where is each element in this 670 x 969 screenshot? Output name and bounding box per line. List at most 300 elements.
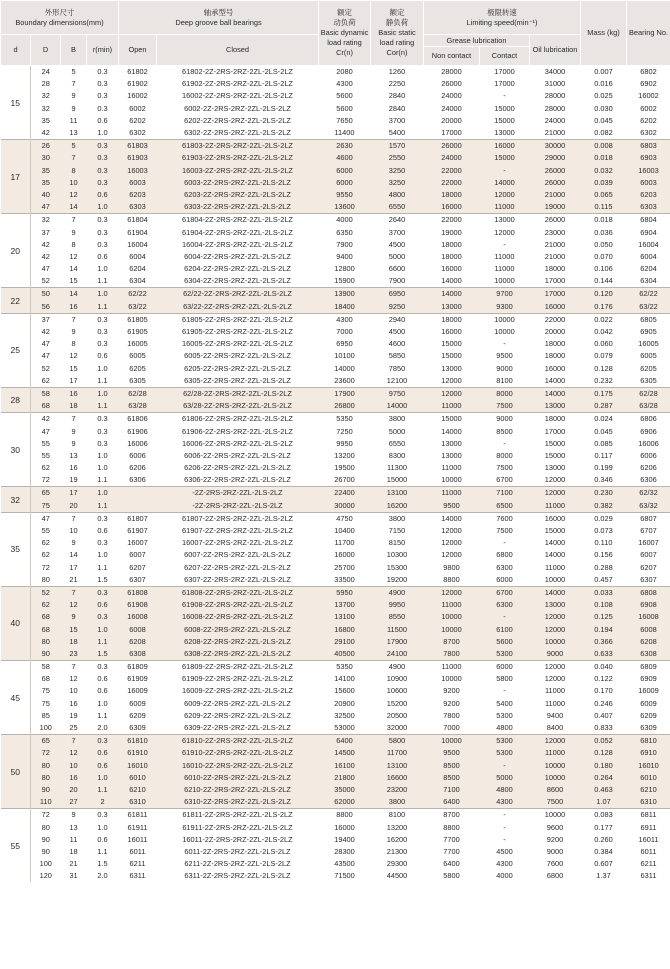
open-no-cell: 61906 — [127, 426, 148, 436]
r-min-cell: 1.0 — [97, 698, 108, 708]
speed-contact-cell: 17000 — [494, 79, 515, 89]
speed-oil-cell: 21000 — [544, 251, 566, 261]
r-min-cell: 0.3 — [97, 339, 108, 349]
mass-cell: 0.065 — [581, 189, 627, 201]
r-min-cell: 1.1 — [97, 710, 108, 720]
speed-non-contact-cell: 11000 — [424, 661, 480, 674]
speed-oil-cell: 17000 — [530, 288, 581, 301]
closed-no-cell: 16008-2Z-2RS-2RZ-2ZL-2LS-2LZ — [157, 611, 319, 623]
open-no-cell: 6007 — [129, 550, 146, 560]
speed-contact-cell: 12000 — [480, 189, 530, 201]
bearing-no-cell: 6707 — [640, 526, 657, 536]
speed-oil-cell: 17000 — [544, 276, 566, 286]
speed-oil-cell: 21000 — [544, 128, 566, 138]
mass-cell: 0.018 — [581, 214, 627, 227]
closed-no-cell: 61808-2Z-2RS-2RZ-2ZL-2LS-2LZ — [157, 586, 319, 599]
mass-cell: 0.633 — [581, 648, 627, 661]
open-no-cell: 6003 — [119, 177, 157, 189]
closed-no-cell: 63/28-2Z-2RS-2RZ-2ZL-2LS-2LZ — [157, 400, 319, 413]
D-cell: 72 — [31, 747, 61, 759]
bearing-no-cell: 16006 — [638, 438, 659, 448]
static-load-cell: 12100 — [386, 375, 408, 385]
D-cell: 75 — [31, 500, 61, 513]
speed-non-contact-cell: 13000 — [441, 438, 462, 448]
r-min-cell: 0.6 — [97, 834, 108, 844]
open-no-cell: 61803 — [119, 140, 157, 153]
static-load-cell: 13100 — [371, 487, 424, 500]
open-no-cell: 16004 — [127, 239, 148, 249]
D-cell: 56 — [31, 301, 61, 314]
speed-oil-cell: 8400 — [546, 723, 564, 733]
static-load-cell: 6550 — [388, 438, 406, 448]
r-min-cell: 1.0 — [97, 550, 108, 560]
speed-non-contact-cell: 15000 — [424, 413, 480, 426]
mass-cell: 0.085 — [594, 438, 613, 448]
bore-d-cell: 32 — [1, 487, 31, 512]
bearing-no-cell: 6902 — [640, 79, 657, 89]
mass-cell: 0.042 — [594, 327, 613, 337]
bearing-no-cell: 6308 — [627, 648, 670, 661]
r-min-cell: 0.3 — [97, 79, 108, 89]
boundary-dimensions-header — [1, 1, 119, 35]
mass-cell: 0.025 — [594, 91, 613, 101]
B-cell: 7 — [71, 79, 76, 89]
static-load-cell: 3250 — [371, 177, 424, 189]
closed-no-cell: 6003-2Z-2RS-2RZ-2ZL-2LS-2LZ — [157, 177, 319, 189]
static-load-cell: 3250 — [371, 165, 424, 177]
r-min-cell: 1.0 — [87, 288, 119, 301]
closed-no-cell: 6305-2Z-2RS-2RZ-2ZL-2LS-2LZ — [184, 375, 291, 385]
closed-no-cell: 16007-2Z-2RS-2RZ-2ZL-2LS-2LZ — [182, 538, 293, 548]
static-load-cell: 13100 — [371, 760, 424, 772]
r-min-cell: 0.3 — [97, 538, 108, 548]
B-cell: 12 — [69, 251, 78, 261]
bearing-no-cell: 6806 — [627, 413, 670, 426]
table-row — [1, 796, 670, 809]
B-cell: 17 — [69, 562, 78, 572]
table-row — [1, 115, 670, 127]
open-no-cell: 61806 — [119, 413, 157, 426]
table-row — [1, 350, 670, 362]
open-no-cell: 16003 — [119, 165, 157, 177]
mass-cell: 1.07 — [581, 796, 627, 809]
B-cell: 12 — [61, 599, 87, 611]
speed-contact-cell: 13000 — [494, 128, 515, 138]
B-cell: 10 — [69, 526, 78, 536]
static-load-cell: 6600 — [388, 264, 406, 274]
dynamic-load-cell: 9400 — [336, 251, 353, 261]
D-cell: 32 — [31, 214, 61, 227]
table-row — [1, 673, 670, 685]
mass-cell: 0.120 — [581, 288, 627, 301]
speed-non-contact-cell: 13000 — [441, 363, 462, 373]
table-row — [1, 623, 670, 635]
D-cell: 42 — [41, 128, 50, 138]
dynamic-load-cell: 17900 — [319, 387, 371, 400]
bearing-no-cell: 62/22 — [627, 288, 670, 301]
speed-oil-cell: 7500 — [530, 796, 581, 809]
speed-oil-cell: 10000 — [530, 636, 581, 648]
open-no-cell: 6010 — [119, 772, 157, 784]
closed-no-cell: 61805-2Z-2RS-2RZ-2ZL-2LS-2LZ — [157, 313, 319, 326]
closed-no-cell: 61804-2Z-2RS-2RZ-2ZL-2LS-2LZ — [157, 214, 319, 227]
speed-non-contact-cell: 7800 — [424, 648, 480, 661]
speed-contact-cell: 8500 — [496, 426, 513, 436]
speed-contact-cell: 7600 — [480, 512, 530, 525]
table-row — [1, 474, 670, 487]
table-row — [1, 735, 670, 748]
table-row — [1, 103, 670, 115]
mass-cell: 0.045 — [594, 426, 613, 436]
speed-contact-cell: 8100 — [496, 375, 513, 385]
speed-non-contact-cell: 16000 — [441, 264, 462, 274]
open-no-cell: 63/28 — [119, 400, 157, 413]
speed-oil-cell: 26000 — [530, 165, 581, 177]
D-cell: 80 — [31, 636, 61, 648]
open-no-cell: 6009 — [129, 698, 146, 708]
B-cell: 9 — [71, 327, 76, 337]
bearing-no-cell: 6205 — [640, 363, 657, 373]
dynamic-load-cell: 2630 — [319, 140, 371, 153]
bearing-en: Deep groove ball bearings — [175, 17, 262, 27]
bearing-no-cell: 63/22 — [627, 301, 670, 314]
speed-non-contact-cell: 10000 — [424, 623, 480, 635]
table-row — [1, 870, 670, 882]
B-cell: 15 — [69, 363, 78, 373]
r-min-cell: 1.0 — [97, 463, 108, 473]
mass-cell: 0.246 — [594, 698, 613, 708]
speed-oil-cell: 13000 — [544, 463, 566, 473]
closed-no-cell: 16009-2Z-2RS-2RZ-2ZL-2LS-2LZ — [182, 686, 293, 696]
dynamic-load-cell: 13100 — [319, 611, 371, 623]
open-no-cell: 6311 — [129, 871, 146, 881]
bearing-no-cell: 6807 — [627, 512, 670, 525]
static-load-cell: 11700 — [371, 747, 424, 759]
dynamic-load-cell: 5600 — [336, 91, 353, 101]
bearing-no-cell: 6905 — [640, 327, 657, 337]
mass-cell: 0.040 — [581, 661, 627, 674]
table-row — [1, 263, 670, 275]
B-cell: 12 — [69, 674, 78, 684]
r-min-cell: 1.0 — [97, 822, 108, 832]
mass-cell: 0.052 — [581, 735, 627, 748]
table-row — [1, 413, 670, 426]
dynamic-load-cell: 18400 — [319, 301, 371, 314]
mass-cell: 0.036 — [594, 227, 613, 237]
speed-contact-cell: 5300 — [480, 648, 530, 661]
speed-contact-cell: 6700 — [496, 475, 513, 485]
D-cell: 62 — [41, 550, 50, 560]
oil-header: Oil lubrication — [530, 35, 581, 66]
speed-oil-cell: 34000 — [530, 66, 581, 79]
speed-cn: 极限转速 — [487, 7, 517, 17]
mass-cell: 0.457 — [594, 574, 613, 584]
static-load-cell: 16600 — [371, 772, 424, 784]
B-cell: 17 — [69, 375, 78, 385]
speed-oil-cell: 20000 — [544, 327, 566, 337]
B-cell: 9 — [61, 611, 87, 623]
r-min-cell: 0.3 — [97, 327, 108, 337]
open-no-cell: 61811 — [119, 809, 157, 822]
mass-cell: 0.110 — [594, 538, 613, 548]
B-cell: 10 — [61, 760, 87, 772]
D-cell: 32 — [41, 91, 50, 101]
bearing-no-cell: 6009 — [640, 698, 657, 708]
r-min-cell: 0.6 — [97, 351, 108, 361]
dynamic-load-cell: 16100 — [319, 760, 371, 772]
table-row — [1, 152, 670, 164]
dynamic-load-cell: 9950 — [336, 438, 353, 448]
bearing-no-cell: 6202 — [640, 115, 657, 125]
mass-cell: 0.260 — [594, 834, 613, 844]
dynamic-load-cell: 30000 — [319, 500, 371, 513]
static-load-cell: 29300 — [386, 859, 408, 869]
speed-oil-cell: 7600 — [546, 859, 564, 869]
static-load-cell: 4900 — [371, 661, 424, 674]
dynamic-load-cell: 13900 — [319, 288, 371, 301]
dynamic-load-header — [319, 1, 371, 66]
speed-non-contact-cell: 14000 — [424, 288, 480, 301]
D-cell: 90 — [31, 784, 61, 796]
D-cell: 68 — [31, 400, 61, 413]
open-no-cell: 16005 — [127, 339, 148, 349]
mass-cell: 0.030 — [594, 103, 613, 113]
D-cell: 80 — [41, 822, 50, 832]
r-min-cell: 1.1 — [87, 784, 119, 796]
speed-contact-cell: 11000 — [480, 201, 530, 214]
mass-cell: 0.033 — [581, 586, 627, 599]
r-min-cell: 0.6 — [87, 599, 119, 611]
D-cell: 47 — [41, 351, 50, 361]
static-load-cell: 1260 — [371, 66, 424, 79]
bearing-no-cell: 6911 — [640, 822, 657, 832]
mass-cell: 0.230 — [581, 487, 627, 500]
mass-cell: 0.106 — [594, 264, 613, 274]
bearing-no-cell: 6003 — [627, 177, 670, 189]
speed-oil-cell: 9400 — [546, 710, 564, 720]
B-cell: 7 — [61, 586, 87, 599]
r-min-cell: 1.5 — [97, 574, 108, 584]
speed-oil-cell: 31000 — [544, 79, 566, 89]
static-load-cell: 17900 — [371, 636, 424, 648]
table-row — [1, 821, 670, 833]
bearing-no-cell: 63/28 — [627, 400, 670, 413]
mass-cell: 0.194 — [581, 623, 627, 635]
speed-non-contact-cell: 16000 — [441, 327, 462, 337]
D-cell: 42 — [41, 239, 50, 249]
static-load-cell: 4900 — [371, 586, 424, 599]
speed-non-contact-cell: 24000 — [441, 103, 462, 113]
B-cell: 10 — [69, 686, 78, 696]
dynamic-load-cell: 10400 — [334, 526, 355, 536]
D-cell: 42 — [31, 413, 61, 426]
B-cell: 8 — [71, 239, 76, 249]
closed-no-cell: 6203-2Z-2RS-2RZ-2ZL-2LS-2LZ — [157, 189, 319, 201]
speed-non-contact-cell: 24000 — [441, 91, 462, 101]
B-cell: 15 — [61, 623, 87, 635]
closed-no-cell: 16010-2Z-2RS-2RZ-2ZL-2LS-2LZ — [157, 760, 319, 772]
r-min-cell: 1.0 — [87, 201, 119, 214]
open-no-cell: 6004 — [129, 251, 146, 261]
closed-no-cell: 16004-2Z-2RS-2RZ-2ZL-2LS-2LZ — [182, 239, 293, 249]
closed-no-cell: 16006-2Z-2RS-2RZ-2ZL-2LS-2LZ — [182, 438, 293, 448]
speed-non-contact-cell: 13000 — [441, 450, 462, 460]
D-header: D — [31, 35, 61, 66]
table-row — [1, 462, 670, 474]
open-no-cell: 6002 — [129, 103, 146, 113]
open-no-cell: 61809 — [119, 661, 157, 674]
r-min-cell: 1.1 — [97, 562, 108, 572]
mass-cell: 0.083 — [581, 809, 627, 822]
B-cell: 9 — [71, 426, 76, 436]
r-min-cell: 1.5 — [97, 859, 108, 869]
dynamic-load-cell: 9550 — [319, 189, 371, 201]
table-row — [1, 66, 670, 79]
static-load-cell: 9250 — [371, 301, 424, 314]
r-min-cell: 0.3 — [97, 103, 108, 113]
speed-oil-cell: 29000 — [530, 152, 581, 164]
B-cell: 16 — [69, 698, 78, 708]
table-row — [1, 574, 670, 587]
r-min-cell: 1.0 — [87, 487, 119, 500]
B-cell: 16 — [61, 301, 87, 314]
bearing-no-cell: 6809 — [627, 661, 670, 674]
B-cell: 14 — [69, 550, 78, 560]
D-cell: 26 — [31, 140, 61, 153]
table-row — [1, 275, 670, 288]
speed-non-contact-cell: 9500 — [424, 747, 480, 759]
open-no-cell: 6308 — [119, 648, 157, 661]
table-row — [1, 512, 670, 525]
speed-oil-cell: 11000 — [544, 562, 565, 572]
static-load-cell: 2250 — [388, 79, 406, 89]
mass-cell: 0.287 — [581, 400, 627, 413]
table-row — [1, 425, 670, 437]
r-min-cell: 1.5 — [87, 648, 119, 661]
static-load-cell: 4500 — [388, 239, 406, 249]
table-row — [1, 301, 670, 314]
B-cell: 18 — [61, 400, 87, 413]
speed-contact-cell: 4300 — [480, 796, 530, 809]
mass-cell: 0.382 — [581, 500, 627, 513]
open-no-cell: 6206 — [129, 463, 146, 473]
speed-contact-cell: 8000 — [496, 450, 513, 460]
open-no-cell: 61907 — [127, 526, 148, 536]
dynamic-load-cell: 26800 — [319, 400, 371, 413]
closed-no-cell: 6302-2Z-2RS-2RZ-2ZL-2LS-2LZ — [184, 128, 291, 138]
static-load-cell: 16200 — [386, 834, 408, 844]
closed-no-cell: 6002-2Z-2RS-2RZ-2ZL-2LS-2LZ — [184, 103, 291, 113]
D-cell: 62 — [41, 538, 50, 548]
static-load-cell: 23200 — [371, 784, 424, 796]
speed-non-contact-cell: 6400 — [443, 859, 460, 869]
closed-no-cell: 62/22-2Z-2RS-2RZ-2ZL-2LS-2LZ — [157, 288, 319, 301]
speed-contact-cell: 4300 — [496, 859, 513, 869]
r-min-cell: 0.6 — [87, 189, 119, 201]
D-cell: 42 — [41, 327, 50, 337]
speed-non-contact-cell: 7100 — [424, 784, 480, 796]
r-min-cell: 0.6 — [97, 674, 108, 684]
static-load-cell: 3700 — [388, 115, 406, 125]
r-min-cell: 0.3 — [87, 809, 119, 822]
speed-oil-cell: 13000 — [530, 599, 581, 611]
r-min-cell: 0.3 — [97, 426, 108, 436]
speed-non-contact-cell: 18000 — [441, 239, 462, 249]
open-no-cell: 62/28 — [119, 387, 157, 400]
dynamic-load-cell: 26700 — [334, 475, 355, 485]
speed-oil-cell: 10000 — [530, 760, 581, 772]
bearing-no-cell: 6305 — [640, 375, 657, 385]
speed-oil-cell: 12000 — [544, 475, 566, 485]
r-min-cell: 1.1 — [87, 400, 119, 413]
bearing-no-cell: 6302 — [640, 128, 657, 138]
speed-oil-cell: 11000 — [544, 686, 565, 696]
static-load-cell: 4800 — [371, 189, 424, 201]
r-min-cell: 0.3 — [87, 66, 119, 79]
closed-no-cell: 61904-2Z-2RS-2RZ-2ZL-2LS-2LZ — [182, 227, 293, 237]
speed-non-contact-cell: 12000 — [441, 526, 462, 536]
speed-oil-cell: 14000 — [530, 586, 581, 599]
closed-no-cell: 6210-2Z-2RS-2RZ-2ZL-2LS-2LZ — [157, 784, 319, 796]
r-min-cell: 0.6 — [97, 686, 108, 696]
speed-non-contact-cell: 11000 — [424, 487, 480, 500]
dynamic-load-cell: 19400 — [334, 834, 355, 844]
closed-no-cell: 61906-2Z-2RS-2RZ-2ZL-2LS-2LZ — [182, 426, 293, 436]
closed-no-cell: 6009-2Z-2RS-2RZ-2ZL-2LS-2LZ — [184, 698, 291, 708]
table-row — [1, 525, 670, 537]
static-load-cell: 10300 — [386, 550, 408, 560]
dynamic-load-cell: 5950 — [319, 586, 371, 599]
speed-oil-cell: 26000 — [530, 214, 581, 227]
speed-oil-cell: 16000 — [530, 301, 581, 314]
bearing-no-cell: 6010 — [627, 772, 670, 784]
speed-oil-cell: 9000 — [546, 846, 564, 856]
speed-non-contact-cell: 9500 — [424, 500, 480, 513]
dynamic-load-cell: 32500 — [334, 710, 355, 720]
table-row — [1, 537, 670, 549]
bearing-no-cell: 6203 — [627, 189, 670, 201]
speed-non-contact-cell: 7000 — [443, 723, 460, 733]
open-no-cell: 62/22 — [119, 288, 157, 301]
static-load-cell: 14000 — [371, 400, 424, 413]
bearing-no-cell: 6810 — [627, 735, 670, 748]
table-row — [1, 90, 670, 102]
D-cell: 47 — [41, 426, 50, 436]
open-no-cell: 61905 — [127, 327, 148, 337]
mass-cell: 0.070 — [594, 251, 613, 261]
open-no-cell: 61904 — [127, 227, 148, 237]
static-load-cell: 8550 — [371, 611, 424, 623]
closed-header: Closed — [157, 35, 319, 66]
closed-no-cell: 6306-2Z-2RS-2RZ-2ZL-2LS-2LZ — [184, 475, 291, 485]
B-header: B — [61, 35, 87, 66]
speed-non-contact-cell: 10000 — [424, 735, 480, 748]
r-min-cell: 0.3 — [87, 140, 119, 153]
closed-no-cell: 6008-2Z-2RS-2RZ-2ZL-2LS-2LZ — [157, 623, 319, 635]
mass-cell: 0.024 — [581, 413, 627, 426]
speed-non-contact-cell: 22000 — [424, 165, 480, 177]
speed-contact-cell: 5300 — [480, 735, 530, 748]
B-cell: 9 — [61, 809, 87, 822]
speed-contact-cell: 4800 — [496, 723, 513, 733]
speed-contact-cell: 5000 — [480, 772, 530, 784]
speed-oil-cell: 14000 — [544, 375, 566, 385]
speed-oil-cell: 13000 — [530, 400, 581, 413]
speed-oil-cell: 12000 — [530, 487, 581, 500]
B-cell: 7 — [61, 214, 87, 227]
open-no-cell: 6005 — [129, 351, 146, 361]
static-load-cell: 7850 — [388, 363, 406, 373]
